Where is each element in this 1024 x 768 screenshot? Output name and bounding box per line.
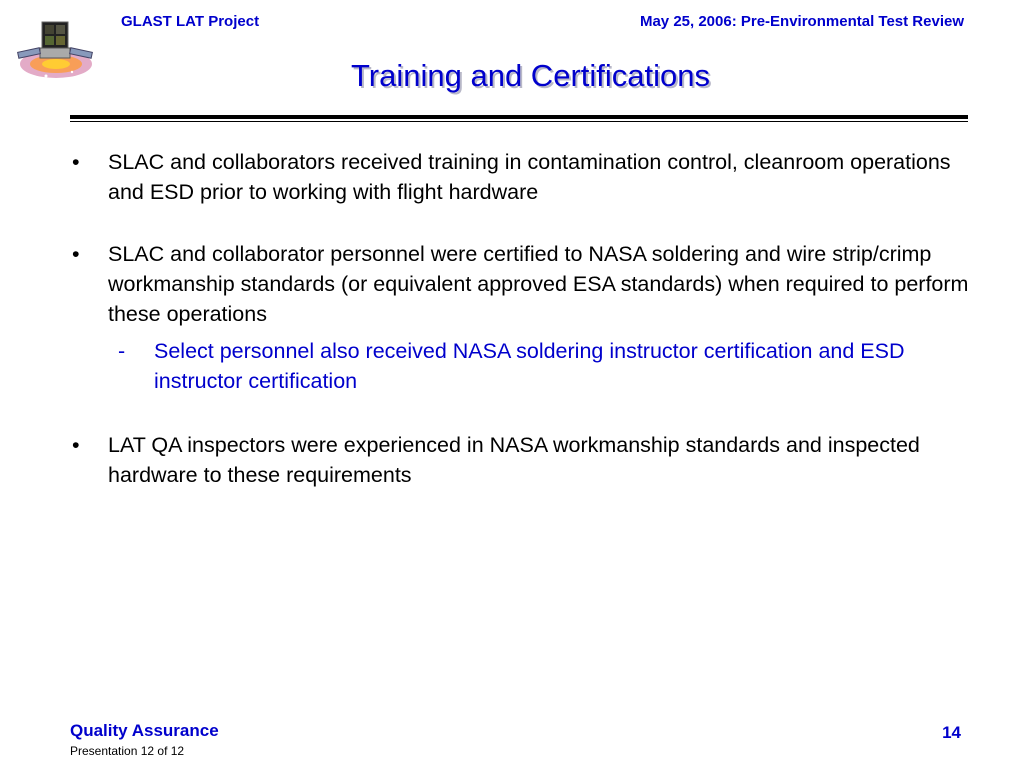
- page-number: 14: [942, 723, 961, 742]
- bullet-marker: •: [72, 150, 80, 174]
- sub-bullet-item: [118, 336, 980, 396]
- bullet-marker: •: [72, 242, 80, 266]
- footer-section-title: Quality Assurance: [70, 721, 219, 740]
- bullet-text: SLAC and collaborator personnel were certified to NASA soldering and wire strip/crimp workmanship standards (or equivalent approved ESA standards) when required to perform these operations: [108, 242, 969, 326]
- sub-bullet-text: Select personnel also received NASA soldering instructor certification and ESD instructor certification: [154, 339, 905, 393]
- spacer: [70, 396, 980, 430]
- bullet-item: [70, 239, 980, 329]
- review-date: May 25, 2006: Pre-Environmental Test Review: [639, 13, 964, 30]
- bullet-item: [70, 147, 980, 207]
- bullet-item: [70, 430, 980, 490]
- title-divider-thick: [70, 115, 968, 119]
- title-divider-thin: [70, 121, 968, 122]
- bullet-text: LAT QA inspectors were experienced in NASA workmanship standards and inspected hardware to these requirements: [108, 433, 920, 487]
- footer-presentation-count: Presentation 12 of 12: [70, 744, 185, 758]
- project-name: GLAST LAT Project: [121, 13, 260, 30]
- bullet-text: SLAC and collaborators received training in contamination control, cleanroom operations and ESD prior to working with flight hardware: [108, 150, 951, 204]
- page-title: Training and Certifications: [351, 58, 710, 93]
- sub-bullet-marker: -: [118, 339, 126, 363]
- bullet-marker: •: [72, 433, 80, 457]
- slide-body: [70, 147, 980, 522]
